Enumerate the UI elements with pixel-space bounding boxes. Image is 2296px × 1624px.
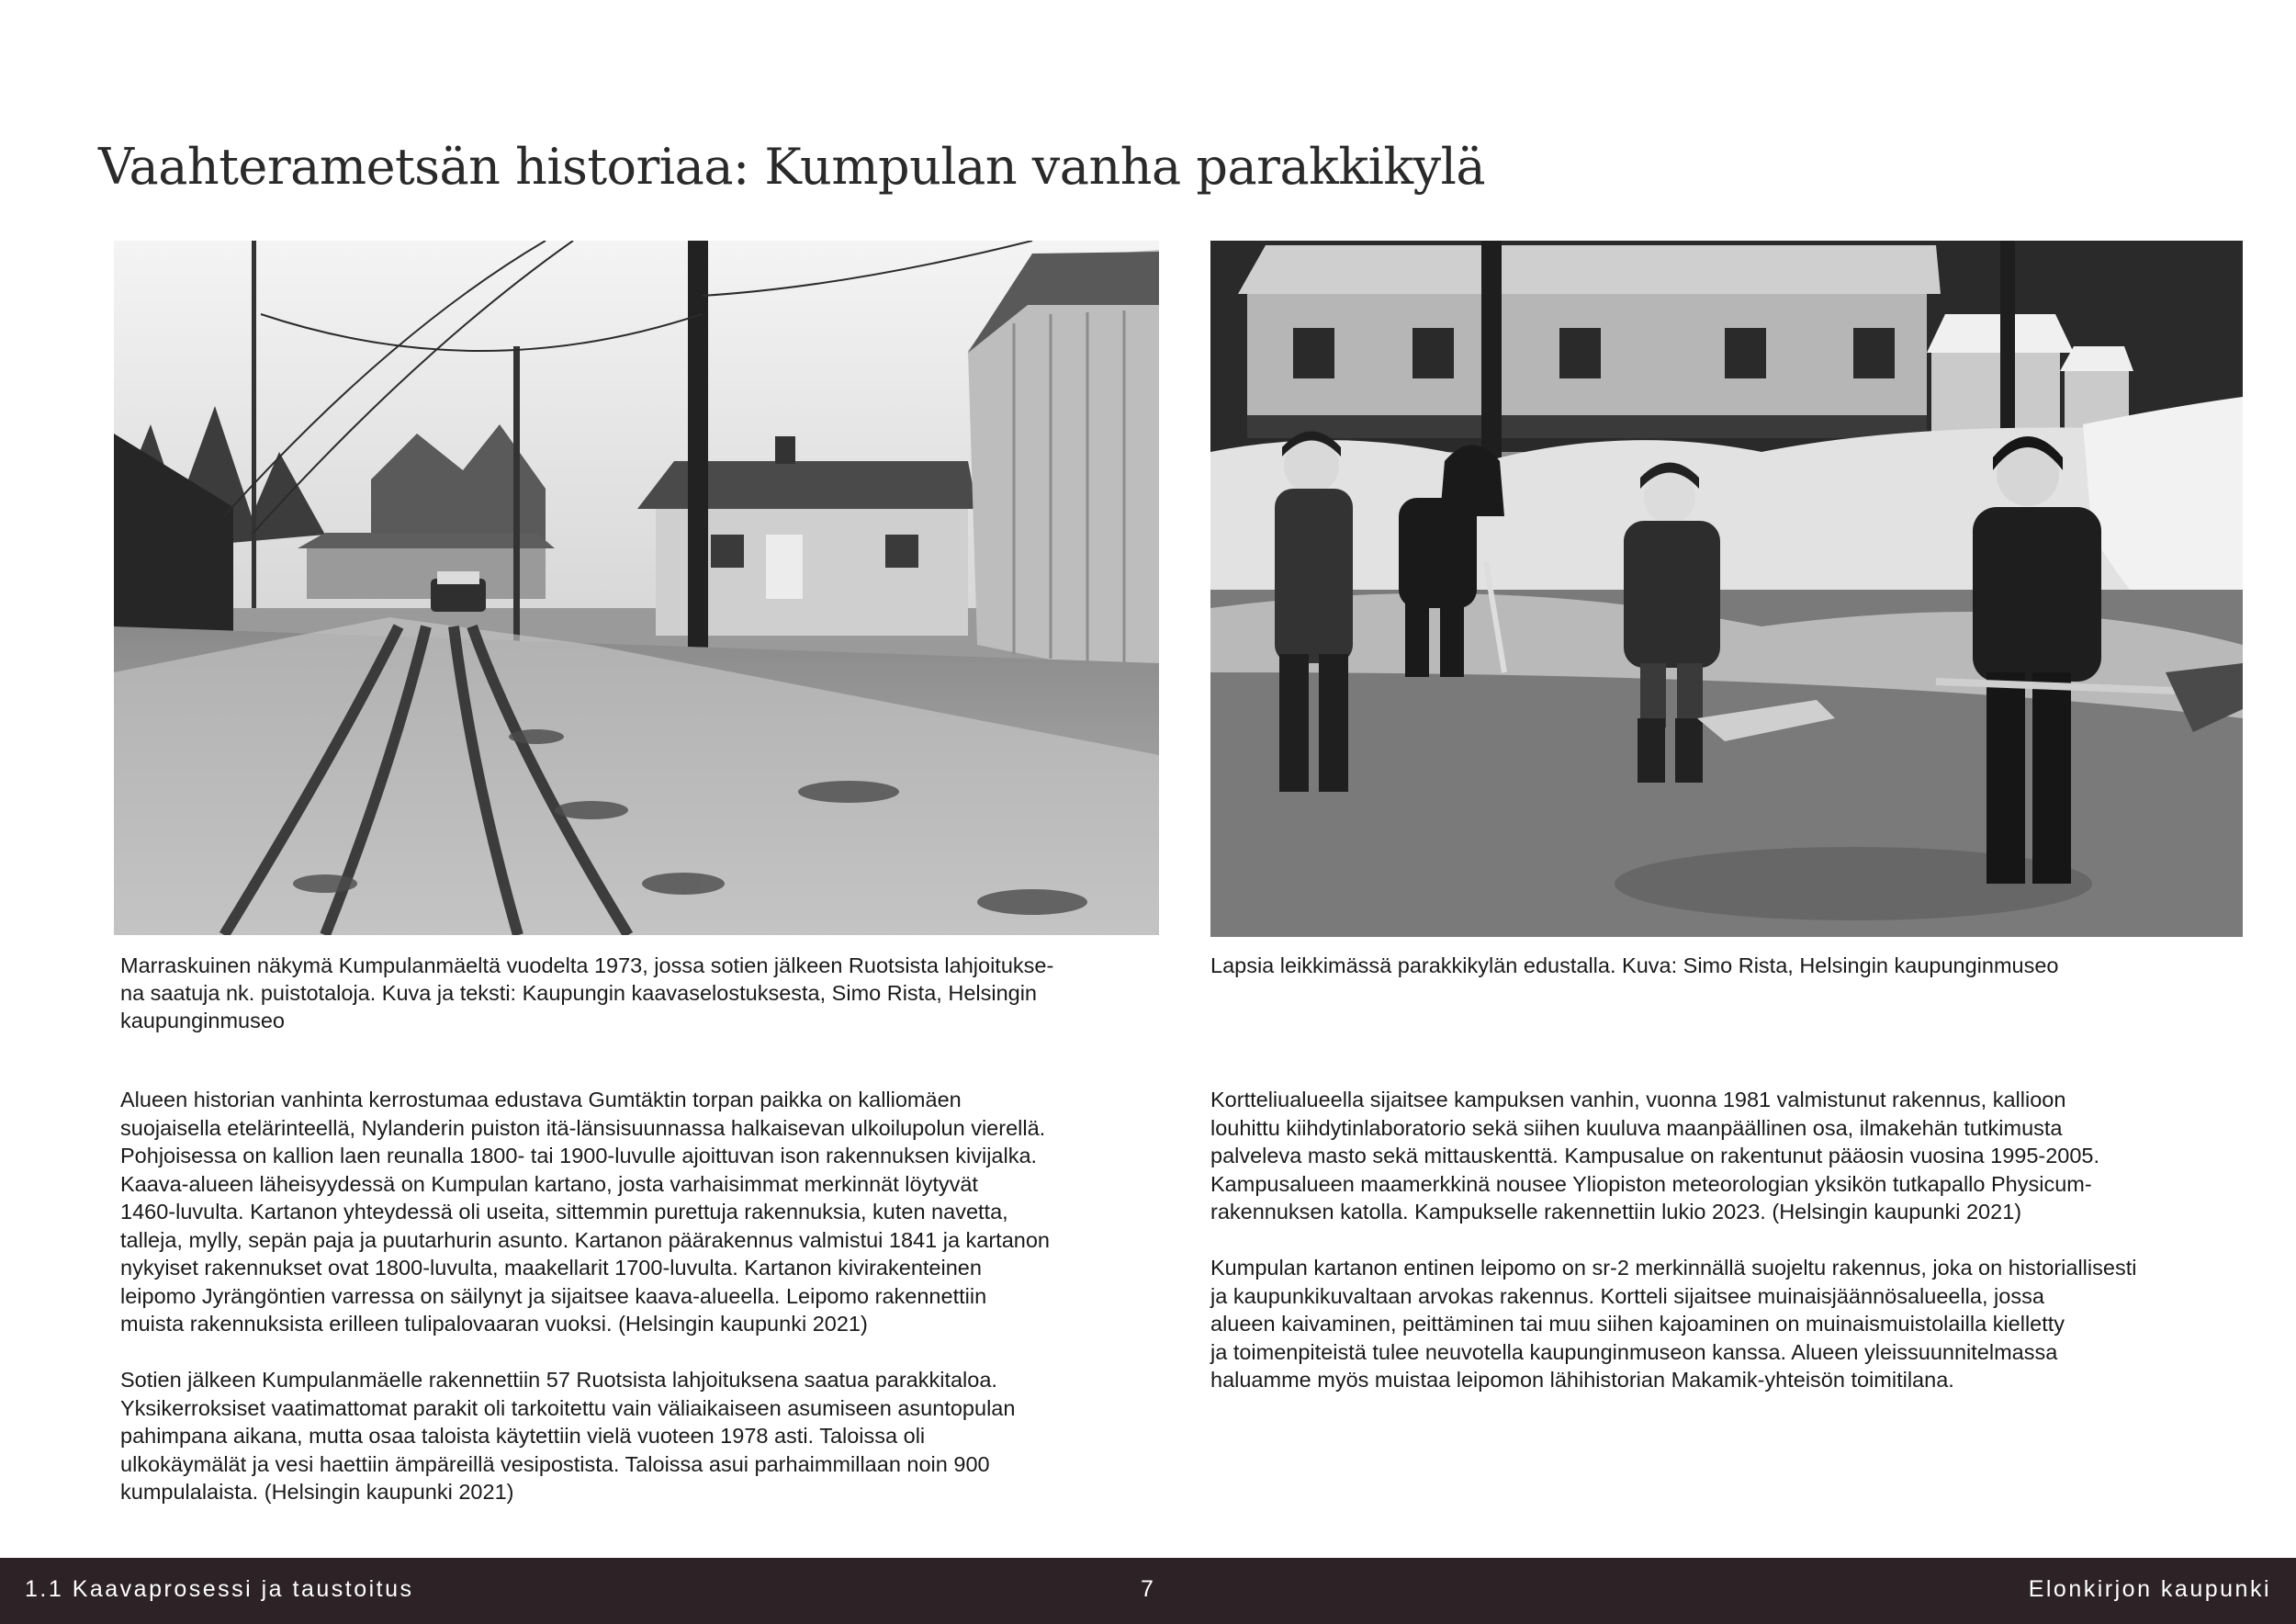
footer-section-title: 1.1 Kaavaprosessi ja taustoitus [25, 1576, 414, 1602]
body-paragraph-history: Alueen historian vanhinta kerrostumaa edustava Gumtäktin torpan paikka on kalliomäen suojaisella etelärinteellä, Nylanderin puiston itä-länsisuunnassa halkaisevan ulkoilupolun vierellä. Pohjoisessa on kallion laen reunalla 1800- tai 1900-luvulle ajoittuvan ison rakennuksen kivijalka. Kaava-alueen läheisyydessä on Kumpulan kartano, josta varhaisimmat merkinnät löytyvät 1460-luvulta. Kartanon yhteydessä oli useita, sittemmin purettuja rakennuksia, kuten navetta, talleja, mylly, sepän paja ja puutarhurin asunto. Kartanon päärakennus valmistui 1841 ja kartanon nykyiset rakennukset ovat 1800-luvulta, maakellarit 1700-luvulta. Kartanon kivirakenteinen leipomo Jyrängöntien varressa on säilynyt ja sijaitsee kaava-alueella. Leipomo rakennettiin muista rakennuksista erilleen tulipalovaaran vuoksi. (Helsingin kaupunki 2021) [120, 1088, 1050, 1336]
page-title: Vaahterametsän historiaa: Kumpulan vanha parakkikylä [98, 138, 1486, 196]
body-paragraph-campus: Kortteliualueella sijaitsee kampuksen vanhin, vuonna 1981 valmistunut rakennus, kallioon louhittu kiihdytinlaboratorio sekä siihen kuuluva maanpäällinen osa, ilmakehän tutkimusta palveleva masto sekä mittauskenttä. Kampusalue on rakentunut pääosin vuosina 1995-2005. Kampusalueen maamerkkinä nousee Yliopiston meteorologian yksikön tutkapallo Physicum- rakennuksen katolla. Kampukselle rakennettiin lukio 2023. (Helsingin kaupunki 2021) [1210, 1088, 2100, 1224]
body-paragraph-barracks: Sotien jälkeen Kumpulanmäelle rakennettiin 57 Ruotsista lahjoituksena saatua parakkitaloa. Yksikerroksiset vaatimattomat parakit oli tarkoitettu vain väliaikaiseen asumiseen asuntopulan pahimpana aikana, mutta osaa taloista käytettiin vielä vuoteen 1978 asti. Taloissa oli ulkokäymälät ja vesi haettiin ämpäreillä vesipostista. Taloissa asui parhaimmillaan noin 900 kumpulalaista. (Helsingin kaupunki 2021) [120, 1368, 1016, 1504]
footer-brand: Elonkirjon kaupunki [2028, 1576, 2271, 1602]
footer-page-number: 7 [1141, 1576, 1154, 1602]
photo-children-playing-image [1210, 241, 2243, 937]
photo-caption-left: Marraskuinen näkymä Kumpulanmäeltä vuodelta 1973, jossa sotien jälkeen Ruotsista lahjoitukse- na saatuja nk. puistotaloja. Kuva ja teksti: Kaupungin kaavaselostuksesta, Simo Rista, Helsingin kaupunginmuseo [120, 953, 1054, 1032]
body-paragraph-bakery: Kumpulan kartanon entinen leipomo on sr-2 merkinnällä suojeltu rakennus, joka on historiallisesti ja kaupunkikuvaltaan arvokas rakennus. Kortteli sijaitsee muinaisjäännösalueella, jossa alueen kaivaminen, peittäminen tai muu siihen kajoaminen on muinaismuistolailla kielletty ja toimenpiteistä tulee neuvotella kaupunginmuseon kanssa. Alueen yleissuunnitelmassa haluamme myös muistaa leipomon lähihistorian Makamik-yhteisön toimitilana. [1210, 1256, 2137, 1392]
photo-street-snow [114, 241, 1159, 935]
page-footer [0, 1558, 2296, 1624]
photo-street-snow-image [114, 241, 1159, 935]
photo-caption-right: Lapsia leikkimässä parakkikylän edustalla. Kuva: Simo Rista, Helsingin kaupunginmuseo [1210, 953, 2059, 977]
photo-children-playing [1210, 241, 2243, 937]
